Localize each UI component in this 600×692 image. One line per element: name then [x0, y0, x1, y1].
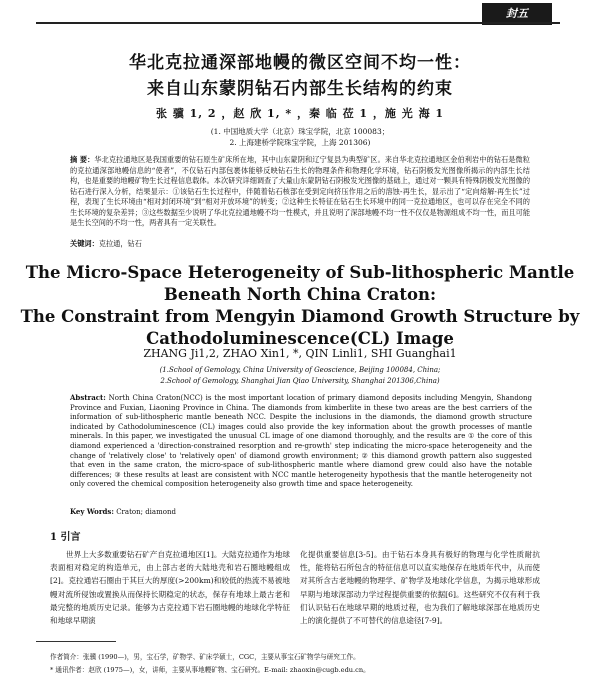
english-keywords: [70, 507, 532, 516]
english-abstract-text: North China Craton(NCC) is the most important location of primary diamond deposits including Mengyin, Shandong Province and Fuxian, Liaoning Province in China. The diamonds from kimberlite in these two areas are the best carriers of the information of sub-lithospheric mantle beneath NCC. Despite the inclusions in the diamonds, the diamond growth structure indicated by Cathodoluminescence (CL) images could also provide the key information about the growth processes of mantle minerals. In this paper, we investigated the unusual CL image of one diamond thoroughly, and the results are ① the core of this diamond experienced a 'direction-constrained resorption and re-growth' step indicating the micro-space heterogeneity and the change of 'relatively close' to 'relatively open' of diamond growth environment; ② this diamond growth pattern also suggested that even in the same craton, the micro-space of sub-lithospheric mantle where diamond grew could also have the notable differences; ③ these results at least are consistent with NCC mantle heterogeneity hypothesis that the mantle heterogeneity not only covered the chemical composition heterogeneity also growth time and space heterogeneity.: [70, 394, 532, 489]
english-affiliation-2: 2.School of Gemology, Shanghai Jian Qiao University, Shanghai 201306,China): [160, 377, 440, 385]
english-affiliation-1: (1.School of Gemology, China University of Geoscience, Beijing 100084, China;: [159, 366, 441, 374]
chinese-abstract-label: 摘 要：: [70, 155, 95, 164]
header-rule: [36, 22, 560, 24]
footnote-rule: [36, 641, 116, 642]
page-label: 封五: [482, 3, 552, 25]
chinese-keywords: [70, 239, 530, 249]
english-title-line4: Cathodoluminescence(CL) Image: [146, 329, 454, 348]
chinese-authors: 张 骥 1, 2 ，赵 欣 1, * ，秦 临 莅 1 ，施 光 海 1: [155, 107, 445, 120]
english-title-line3: The Constraint from Mengyin Diamond Growth Structure by: [20, 307, 580, 326]
chinese-keywords-label: 关键词：: [70, 239, 99, 248]
chinese-title-line1: 华北克拉通深部地幔的微区空间不均一性：: [129, 53, 471, 73]
english-abstract-label: Abstract:: [70, 393, 106, 402]
english-abstract: [70, 393, 532, 490]
chinese-abstract: [70, 155, 530, 229]
section-heading: 1 引言: [50, 532, 81, 543]
footnote-author-bio: 作者简介：张骥 (1990—)，男，宝石学，矿物学、矿床学硕士，CGC，主要从事宝石矿物学与研究工作。: [50, 653, 360, 661]
footnote-corresponding-author: * 通讯作者：赵欣 (1975—)，女，讲师，主要从事地幔矿物、宝石研究。E-mail: zhaoxin@cugb.edu.cn。: [50, 666, 370, 674]
english-title-line1: The Micro-Space Heterogeneity of Sub-lithospheric Mantle: [25, 263, 575, 282]
chinese-affiliation-2: 2. 上海建桥学院珠宝学院，上海 201306): [229, 138, 371, 147]
english-keywords-label: Key Words:: [70, 507, 114, 516]
english-authors: ZHANG Ji1,2, ZHAO Xin1, *, QIN Linli1, SHI Guanghai1: [143, 347, 457, 360]
chinese-affiliation-1: (1. 中国地质大学（北京）珠宝学院，北京 100083；: [210, 127, 390, 136]
body-column-right: 化提供重要信息[3-5]。由于钻石本身具有极好的物理与化学性质耐抗性，能将钻石所包含的特征信息可以直实地保存在地质年代中，从而使对其所含古老地幔的物理学、矿物学及地球化学信息，为揭示地球形成早期与地球深部动力学过程提供重要的依据[6]。这些研究不仅有利于我们认识钻石在地球早期的地质过程，也为我们了解地球深部在地质历史上的演化提供了不可替代的信息途径[7-9]。: [300, 550, 540, 626]
body-column-left: 世界上大多数重要钻石矿产自克拉通地区[1]。大陆克拉通作为地球表面相对稳定的构造单元，由上部古老的大陆地壳和岩石圈地幔组成[2]。克拉通岩石圈由于其巨大的厚度(>200km)和较低的热流不易被地幔对流所侵蚀或置换从而保持长期稳定的状态，保存有地球上最古老和最完整的地质历史记录。能够为古克拉通下岩石圈地幔的地球化学特征和地球早期演: [50, 550, 290, 626]
chinese-keywords-text: 克拉通，钻石: [98, 239, 142, 248]
english-keywords-text: Craton; diamond: [116, 508, 176, 516]
chinese-abstract-text: 华北克拉通地区是我国重要的钻石原生矿床所在地，其中山东蒙阴和辽宁复县为典型矿区。来自华北克拉通地区金伯利岩中的钻石是微粒的克拉通深部地幔信息的“使者”，不仅钻石内部包裹体能够反映钻石生长的物理条件和物理化学环境，钻石阴极发光图像所揭示的内部生长结构，也是重要的地幔矿物生长过程信息载体。本次研究详细调查了大量山东蒙阴钻石阴极发光图像的基础上，通过对一颗具有特殊阴极发光图像的钻石进行深入分析，结果显示：①该钻石生长过程中，伴随着钻石核部在受到定向挤压作用之后的溶蚀-再生长，显示出了“定向熔解-再生长”过程，表现了生长环境由“相对封闭环境”到“相对开放环境”的转变；②这种生长特征在钻石生长环境中的同一克拉通地区，也可以存在完全不同的生长环境的复杂差异；③这些数据至少说明了华北克拉通地幔不均一性模式，并且说明了深部地幔不均一性不仅仅是物源组成不均一性，而且可能是生长空间的不均一性，两者具有一定关联性。: [70, 155, 531, 227]
chinese-title-line2: 来自山东蒙阴钻石内部生长结构的约束: [147, 79, 453, 99]
english-title-line2: Beneath North China Craton:: [163, 285, 437, 304]
